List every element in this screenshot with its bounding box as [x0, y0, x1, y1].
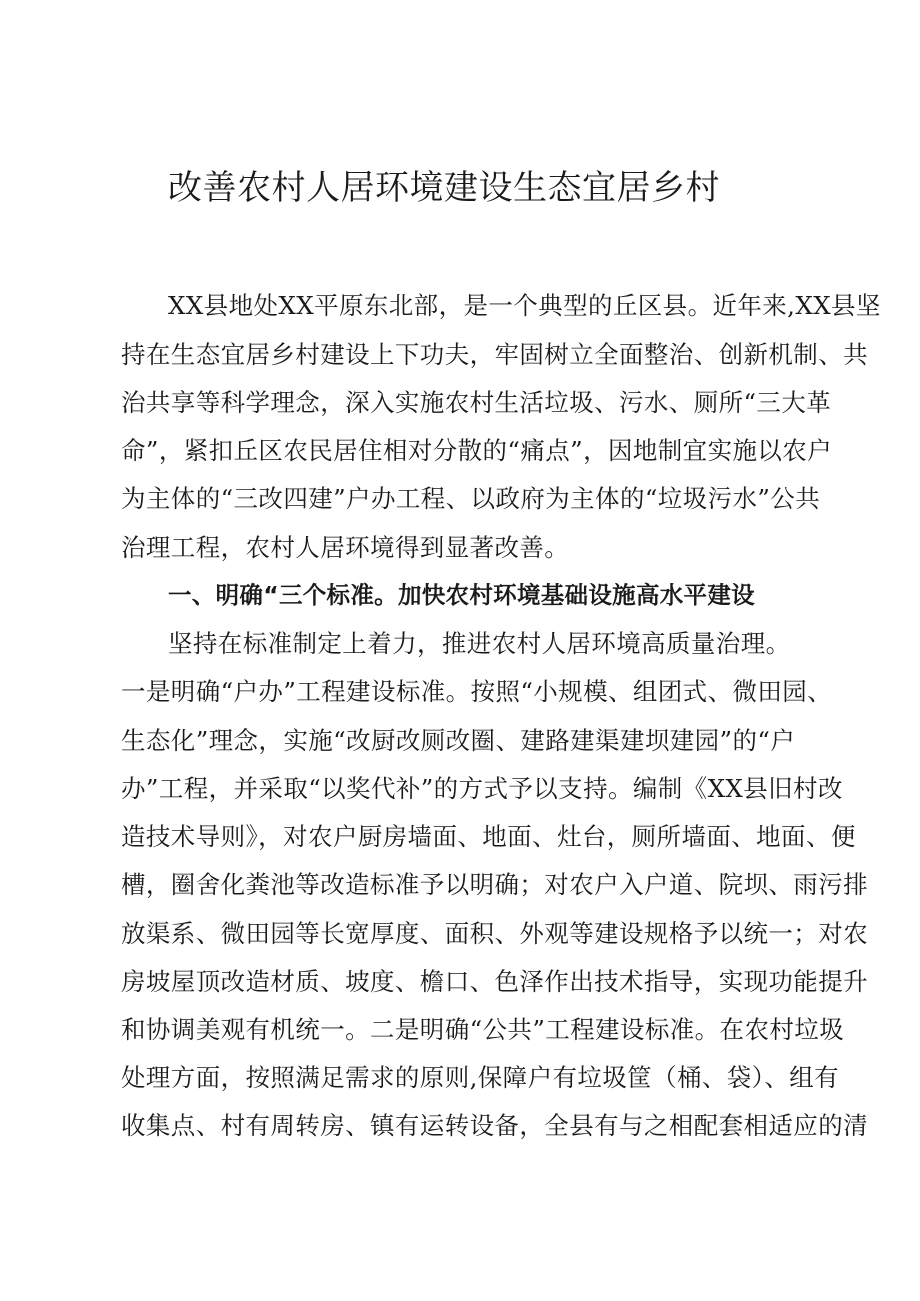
- intro-line: 治理工程，农村人居环境得到显著改善。: [121, 533, 570, 562]
- intro-line: 持在生态宜居乡村建设上下功夫，牢固树立全面整治、创新机制、共: [121, 340, 868, 369]
- document-title: 改善农村人居环境建设生态宜居乡村: [168, 168, 720, 208]
- body-line: 办”工程，并采取“以奖代补”的方式予以支持。编制《XX县旧村改: [121, 774, 843, 803]
- intro-line: 为主体的“三改四建”户办工程、以政府为主体的“垃圾污水”公共: [121, 484, 821, 513]
- body-line: 槽，圈舍化粪池等改造标准予以明确；对农户入户道、院坝、雨污排: [121, 870, 868, 899]
- section-heading: 一、明确“三个标准。加快农村环境基础设施高水平建设: [168, 581, 755, 609]
- body-line: 放渠系、微田园等长宽厚度、面积、外观等建设规格予以统一；对农: [121, 919, 868, 948]
- body-line: 收集点、村有周转房、镇有运转设备，全县有与之相配套相适应的清: [121, 1111, 868, 1140]
- body-line: 造技术导则》，对农户厨房墙面、地面、灶台，厕所墙面、地面、便: [121, 822, 856, 851]
- body-line: 房坡屋顶改造材质、坡度、檐口、色泽作出技术指导，实现功能提升: [121, 967, 868, 996]
- body-line: 处理方面，按照满足需求的原则,保障户有垃圾筐（桶、袋）、组有: [121, 1063, 840, 1092]
- intro-line: 命”，紧扣丘区农民居住相对分散的“痛点”，因地制宜实施以农户: [121, 436, 833, 465]
- body-line: 一是明确“户办”工程建设标准。按照“小规模、组团式、微田园、: [121, 677, 833, 706]
- intro-line: 治共享等科学理念，深入实施农村生活垃圾、污水、厕所“三大革: [121, 388, 832, 417]
- body-line: 和协调美观有机统一。二是明确“公共”工程建设标准。在农村垃圾: [121, 1015, 845, 1044]
- body-line: 生态化”理念，实施“改厨改厕改圈、建路建渠建坝建园”的“户: [121, 726, 796, 755]
- intro-line: XX县地处XX平原东北部，是一个典型的丘区县。近年来,XX县坚: [168, 291, 881, 320]
- body-line: 坚持在标准制定上着力，推进农村人居环境高质量治理。: [168, 629, 791, 658]
